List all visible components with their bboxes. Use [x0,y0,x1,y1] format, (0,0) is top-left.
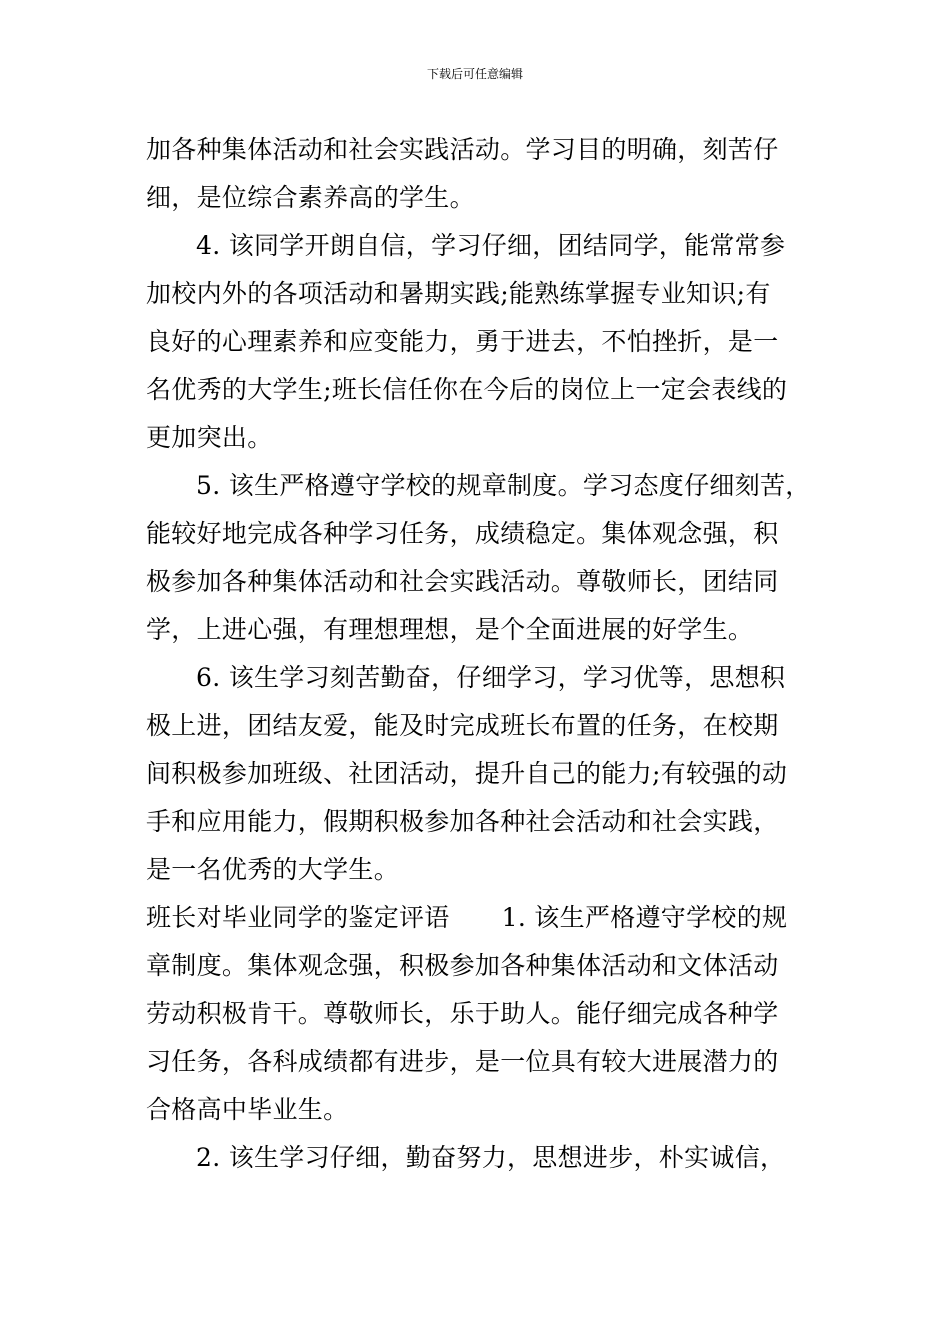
paragraph-first-line: 6. 该生学习刻苦勤奋，仔细学习，学习优等，思想积 [196,663,786,692]
paragraph-first-line: 4. 该同学开朗自信，学习仔细，团结同学，能常常参 [196,231,786,260]
text-line: 章制度。集体观念强，积极参加各种集体活动和文体活动 [146,951,779,980]
text-line: 加校内外的各项活动和暑期实践;能熟练掌握专业知识;有 [146,279,771,308]
text-line: 间积极参加班级、社团活动，提升自己的能力;有较强的动 [146,759,788,788]
text-line: 良好的心理素养和应变能力，勇于进去，不怕挫折，是一 [146,327,779,356]
text-line: 加各种集体活动和社会实践活动。学习目的明确，刻苦仔 [146,135,779,164]
text-line: 手和应用能力，假期积极参加各种社会活动和社会实践， [146,807,779,836]
document-body [146,126,811,1182]
text-line: 劳动积极肯干。尊敬师长，乐于助人。能仔细完成各种学 [146,999,779,1028]
text-line: 更加突出。 [146,423,273,452]
paragraph-first-line: 2. 该生学习仔细，勤奋努力，思想进步，朴实诚信， [196,1143,786,1172]
section-heading: 班长对毕业同学的鉴定评语 [146,903,450,932]
paragraph-first-line: 5. 该生严格遵守学校的规章制度。学习态度仔细刻苦， [196,471,811,500]
text-line: 细，是位综合素养高的学生。 [146,183,475,212]
text-line: 习任务，各科成绩都有进步，是一位具有较大进展潜力的 [146,1047,779,1076]
text-line: 能较好地完成各种学习任务，成绩稳定。集体观念强，积 [146,519,779,548]
text-line: 学，上进心强，有理想理想，是个全面进展的好学生。 [146,615,754,644]
text-line: 极上进，团结友爱，能及时完成班长布置的任务，在校期 [146,711,779,740]
page-header: 下载后可任意编辑 [426,67,523,81]
text-line: 极参加各种集体活动和社会实践活动。尊敬师长，团结同 [146,567,779,596]
section-heading-line [146,894,811,942]
text-line: 名优秀的大学生;班长信任你在今后的岗位上一定会表线的 [146,375,788,404]
text-line: 合格高中毕业生。 [146,1095,349,1124]
text-line: 1. 该生严格遵守学校的规 [501,903,788,932]
text-line: 是一名优秀的大学生。 [146,855,400,884]
